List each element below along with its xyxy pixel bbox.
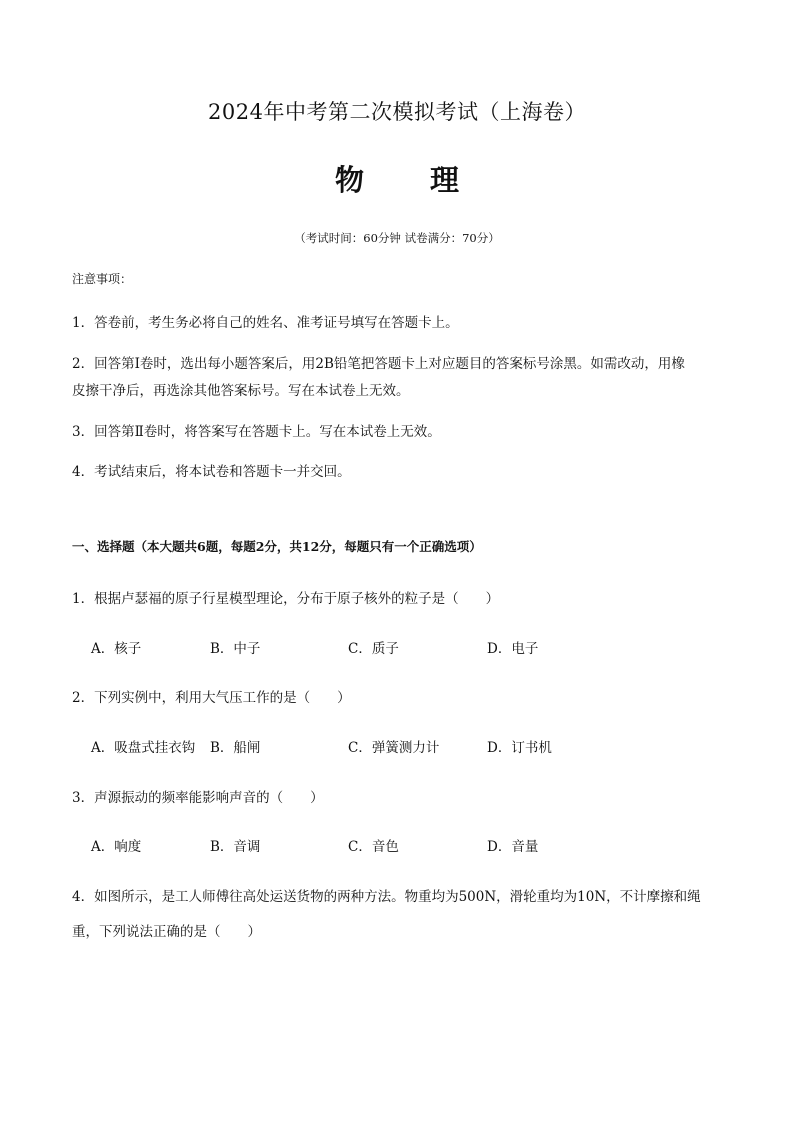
q1-option-b: B．中子 <box>210 641 261 657</box>
subject-title: 物 理 <box>334 163 488 197</box>
note-item-3: 3．回答第Ⅱ卷时，将答案写在答题卡上。写在本试卷上无效。 <box>72 424 441 440</box>
notes-heading: 注意事项： <box>72 272 133 286</box>
exam-meta: （考试时间：60分钟 试卷满分：70分） <box>294 231 500 245</box>
q3-option-b: B．音调 <box>210 839 261 855</box>
note-item-2: 2．回答第Ⅰ卷时，选出每小题答案后，用2B铅笔把答题卡上对应题目的答案标号涂黑。如需改动，用橡 <box>72 356 685 372</box>
q1-option-a: A．核子 <box>91 641 142 657</box>
note-item-1: 1．答卷前，考生务必将自己的姓名、准考证号填写在答题卡上。 <box>72 315 459 331</box>
question-1-stem: 1．根据卢瑟福的原子行星模型理论，分布于原子核外的粒子是（ ） <box>72 591 500 607</box>
question-4-stem-line-2: 重，下列说法正确的是（ ） <box>72 924 261 940</box>
section-heading-choice: 一、选择题（本大题共6题，每题2分，共12分，每题只有一个正确选项） <box>72 539 482 554</box>
question-3-stem: 3．声源振动的频率能影响声音的（ ） <box>72 790 324 806</box>
q3-option-c: C．音色 <box>348 839 399 855</box>
q1-option-c: C．质子 <box>348 641 399 657</box>
q3-option-a: A．响度 <box>91 839 142 855</box>
q1-option-d: D．电子 <box>487 641 539 657</box>
note-item-4: 4．考试结束后，将本试卷和答题卡一并交回。 <box>72 464 351 480</box>
q3-option-d: D．音量 <box>487 839 539 855</box>
q2-option-d: D．订书机 <box>487 740 552 756</box>
q2-option-c: C．弹簧测力计 <box>348 740 440 756</box>
question-2-stem: 2．下列实例中，利用大气压工作的是（ ） <box>72 690 351 706</box>
note-item-2-cont: 皮擦干净后，再选涂其他答案标号。写在本试卷上无效。 <box>72 383 410 399</box>
question-4-stem-line-1: 4．如图所示，是工人师傅往高处运送货物的两种方法。物重均为500N，滑轮重均为10N，不计摩擦和绳 <box>72 889 701 905</box>
exam-title: 2024年中考第二次模拟考试（上海卷） <box>208 100 586 124</box>
q2-option-b: B．船闸 <box>210 740 261 756</box>
q2-option-a: A．吸盘式挂衣钩 <box>91 740 196 756</box>
